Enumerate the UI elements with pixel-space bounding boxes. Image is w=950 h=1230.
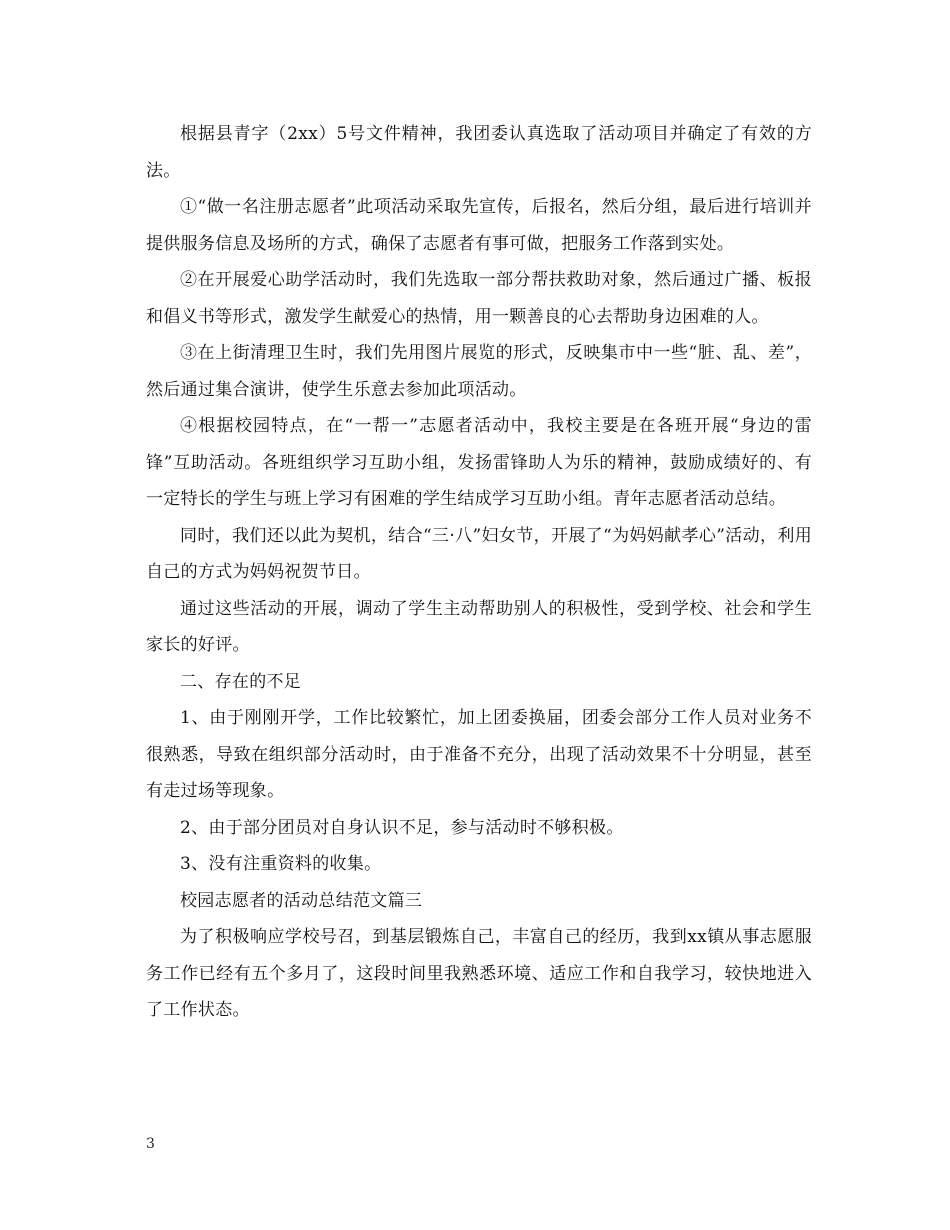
paragraph: ①“做一名注册志愿者”此项活动采取先宣传，后报名，然后分组，最后进行培训并提供服务信息及场所的方式，确保了志愿者有事可做，把服务工作落到实处。 [146, 197, 812, 254]
paragraph: 通过这些活动的开展，调动了学生主动帮助别人的积极性，受到学校、社会和学生家长的好评。 [146, 598, 812, 655]
paragraph: ④根据校园特点，在“一帮一”志愿者活动中，我校主要是在各班开展“身边的雷锋”互助活动。各班组织学习互助小组，发扬雷锋助人为乐的精神，鼓励成绩好的、有一定特长的学生与班上学习有困难的学生结成学习互助小组。青年志愿者活动总结。 [146, 416, 812, 509]
document-body [146, 116, 812, 1029]
paragraph: 根据县青字（2xx）5号文件精神，我团委认真选取了活动项目并确定了有效的方法。 [146, 124, 812, 181]
paragraph: 为了积极响应学校号召，到基层锻炼自己，丰富自己的经历，我到xx镇从事志愿服务工作已经有五个多月了，这段时间里我熟悉环境、适应工作和自我学习，较快地进入了工作状态。 [146, 927, 812, 1020]
section-heading: 二、存在的不足 [180, 671, 302, 692]
paragraph: ③在上街清理卫生时，我们先用图片展览的形式，反映集市中一些“脏、乱、差”，然后通过集合演讲，使学生乐意去参加此项活动。 [146, 343, 812, 400]
paragraph: 2、由于部分团员对自身认识不足，参与活动时不够积极。 [180, 817, 624, 838]
paragraph: 3、没有注重资料的收集。 [180, 854, 382, 874]
section-heading: 校园志愿者的活动总结范文篇三 [180, 890, 423, 911]
paragraph: 同时，我们还以此为契机，结合“三·八”妇女节，开展了“为妈妈献孝心”活动，利用自己的方式为妈妈祝贺节日。 [146, 525, 812, 582]
page-number: 3 [146, 1136, 155, 1152]
paragraph: 1、由于刚刚开学，工作比较繁忙，加上团委换届，团委会部分工作人员对业务不很熟悉，导致在组织部分活动时，由于准备不充分，出现了活动效果不十分明显，甚至有走过场等现象。 [146, 708, 812, 801]
paragraph: ②在开展爱心助学活动时，我们先选取一部分帮扶救助对象，然后通过广播、板报和倡义书等形式，激发学生献爱心的热情，用一颗善良的心去帮助身边困难的人。 [146, 270, 812, 327]
